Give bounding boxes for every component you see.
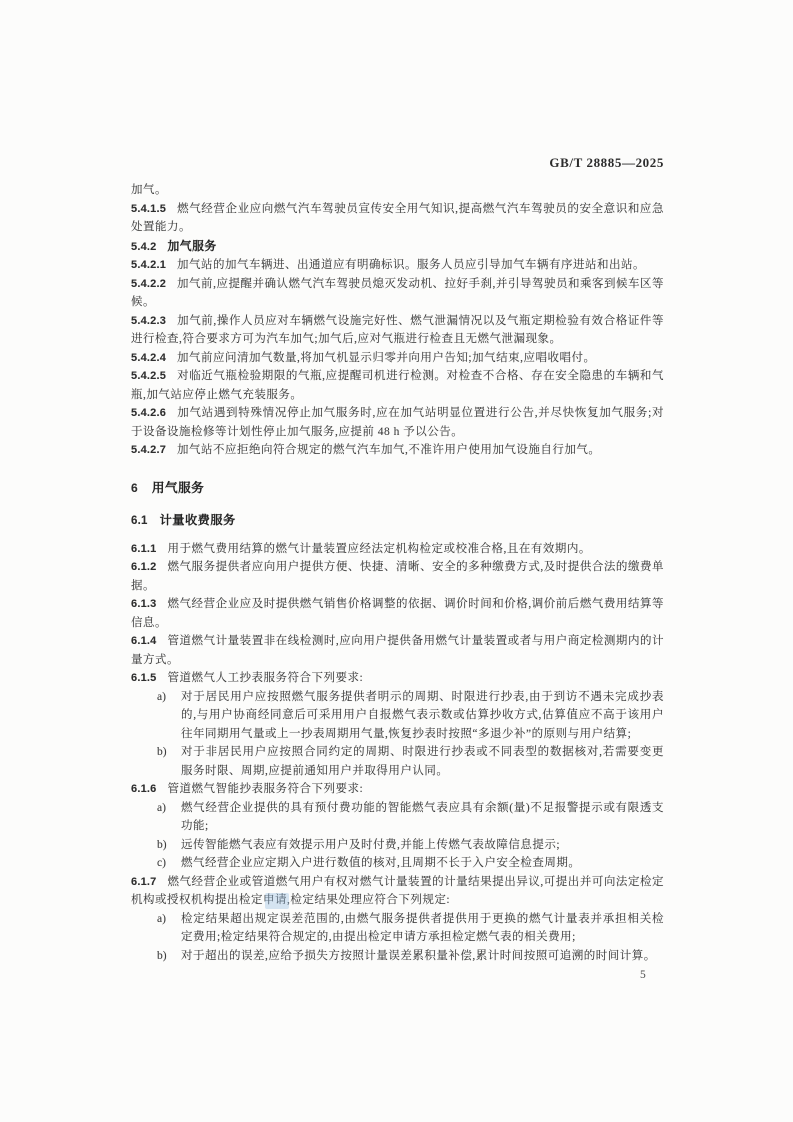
clause-number: 6.1.2 <box>131 561 157 573</box>
clause-text: 燃气服务提供者应向用户提供方便、快捷、清晰、安全的多种缴费方式,及时提供合法的缴费单据。 <box>131 561 664 592</box>
clause-number: 5.4.2.7 <box>131 444 167 456</box>
paragraph-continuation <box>131 181 664 200</box>
list-item-text: 燃气经营企业应定期入户进行数值的核对,且周期不长于入户安全检查周期。 <box>181 857 581 869</box>
heading-6.1 <box>131 511 664 531</box>
clause-5.4.2.5 <box>131 367 664 404</box>
clause-number: 6.1.7 <box>131 875 157 888</box>
list-item-letter: a) <box>157 690 166 703</box>
list-item-text: 对于非居民用户应按照合同约定的周期、时限进行抄表或不同表型的数据核对,若需要变更服务时限、周期,应提前通知用户并取得用户认同。 <box>181 746 664 777</box>
list-item-b <box>157 836 664 855</box>
list-item-text: 远传智能燃气表应有效提示用户及时付费,并能上传燃气表故障信息提示; <box>181 838 561 851</box>
heading-number: 6.1 <box>131 515 148 527</box>
list-item-text: 燃气经营企业提供的具有预付费功能的智能燃气表应具有余额(量)不足报警提示或有限透支功能; <box>181 801 664 832</box>
list-item-letter: a) <box>157 912 166 925</box>
heading-number: 5.4.2 <box>131 240 157 253</box>
clause-number: 6.1.6 <box>131 783 157 795</box>
clause-number: 6.1.5 <box>131 672 157 684</box>
clause-text: 燃气经营企业或管道燃气用户有权对燃气计量装置的计量结果提出异议,可提出并可向法定检定机构或授权机构提出检定申请,检定结果处理应符合下列规定: <box>131 875 664 906</box>
clause-number: 6.1.4 <box>131 635 157 647</box>
clause-number: 6.1.3 <box>131 598 157 610</box>
clause-5.4.2.3 <box>131 312 664 349</box>
clause-6.1.3 <box>131 595 664 632</box>
list-item-letter: b) <box>157 746 167 758</box>
list-item-text: 对于超出的误差,应给予损失方按照计量误差累积量补偿,累计时间按照可追溯的时间计算。 <box>181 949 656 962</box>
clause-6.1.7 <box>131 873 664 910</box>
heading-text: 计量收费服务 <box>159 513 236 527</box>
clause-5.4.2.2 <box>131 275 664 312</box>
page-number: 5 <box>640 969 647 981</box>
clause-text: 对临近气瓶检验期限的气瓶,应提醒司机进行检测。对检查不合格、存在安全隐患的车辆和气瓶,加气站应停止燃气充装服务。 <box>131 370 664 401</box>
clause-number: 5.4.1.5 <box>131 202 167 215</box>
scanner-artifact <box>265 893 289 909</box>
list-item-text: 对于居民用户应按照燃气服务提供者明示的周期、时限进行抄表,由于到访不遇未完成抄表的,与用户协商经同意后可采用用户自报燃气表示数或估算抄收方式,估算值应不高于该用户往年同期用气量或上一抄表周期用气量,恢复抄表时按照“多退少补”的原则与用户结算; <box>181 690 664 740</box>
clause-text: 燃气经营企业应及时提供燃气销售价格调整的依据、调价时间和价格,调价前后燃气费用结算等信息。 <box>131 598 664 629</box>
clause-6.1.4 <box>131 632 664 669</box>
clause-text: 管道燃气人工抄表服务符合下列要求: <box>167 672 364 684</box>
list-item-a <box>157 688 664 744</box>
list-item-letter: b) <box>157 838 167 851</box>
clause-5.4.2.4 <box>131 349 664 368</box>
heading-5.4.2 <box>131 237 664 257</box>
clause-5.4.2.6 <box>131 404 664 441</box>
heading-6 <box>131 479 664 499</box>
document-body <box>131 181 664 965</box>
standard-number: GB/T 28885—2025 <box>549 155 664 170</box>
list-item-letter: a) <box>157 801 166 814</box>
list-item-b <box>157 947 664 966</box>
list-item-letter: c) <box>157 857 166 869</box>
clause-number: 5.4.2.1 <box>131 259 167 271</box>
clause-text: 加气前,操作人员应对车辆燃气设施完好性、燃气泄漏情况以及气瓶定期检验有效合格证件等进行检查,符合要求方可为汽车加气;加气后,应对气瓶进行检查且无燃气泄漏现象。 <box>131 314 664 345</box>
clause-number: 6.1.1 <box>131 542 157 555</box>
page-header <box>131 155 664 171</box>
clause-6.1.2 <box>131 558 664 595</box>
clause-5.4.1.5 <box>131 200 664 237</box>
heading-text: 用气服务 <box>151 480 205 495</box>
heading-text: 加气服务 <box>167 238 217 253</box>
list-item-a <box>157 799 664 836</box>
list-item-text: 检定结果超出规定误差范围的,由燃气服务提供者提供用于更换的燃气计量表并承担相关检定费用;检定结果符合规定的,由提出检定申请方承担检定燃气表的相关费用; <box>181 912 664 943</box>
clause-text: 加气站遇到特殊情况停止加气服务时,应在加气站明显位置进行公告,并尽快恢复加气服务;对于设备设施检修等计划性停止加气服务,应提前 48 h 予以公告。 <box>131 407 664 438</box>
list-item-letter: b) <box>157 949 167 962</box>
clause-5.4.2.1 <box>131 256 664 275</box>
clause-text: 管道燃气智能抄表服务符合下列要求: <box>167 783 364 795</box>
clause-6.1.1 <box>131 540 664 559</box>
clause-6.1.5 <box>131 669 664 688</box>
clause-text: 加气站不应拒绝向符合规定的燃气汽车加气,不准许用户使用加气设施自行加气。 <box>177 444 601 456</box>
clause-text: 加气前应问清加气数量,将加气机显示归零并向用户告知;加气结束,应唱收唱付。 <box>177 351 596 364</box>
clause-text: 燃气经营企业应向燃气汽车驾驶员宣传安全用气知识,提高燃气汽车驾驶员的安全意识和应急处置能力。 <box>131 202 664 233</box>
list-item-b <box>157 743 664 780</box>
heading-number: 6 <box>131 480 138 495</box>
list-item-c <box>157 854 664 873</box>
clause-text: 加气站的加气车辆进、出通道应有明确标识。服务人员应引导加气车辆有序进站和出站。 <box>177 259 646 271</box>
list-item-a <box>157 910 664 947</box>
clause-text: 加气前,应提醒并确认燃气汽车驾驶员熄灭发动机、拉好手刹,并引导驾驶员和乘客到候车区等候。 <box>131 277 664 308</box>
clause-text: 用于燃气费用结算的燃气计量装置应经法定机构检定或校准合格,且在有效期内。 <box>167 542 591 555</box>
paragraph-text: 加气。 <box>131 184 167 196</box>
clause-number: 5.4.2.6 <box>131 407 167 419</box>
clause-number: 5.4.2.3 <box>131 314 167 327</box>
clause-text: 管道燃气计量装置非在线检测时,应向用户提供备用燃气计量装置或者与用户商定检测期内的计量方式。 <box>131 635 664 666</box>
clause-number: 5.4.2.4 <box>131 351 167 364</box>
clause-number: 5.4.2.2 <box>131 277 167 290</box>
clause-5.4.2.7 <box>131 441 664 460</box>
clause-number: 5.4.2.5 <box>131 370 167 382</box>
clause-6.1.6 <box>131 780 664 799</box>
